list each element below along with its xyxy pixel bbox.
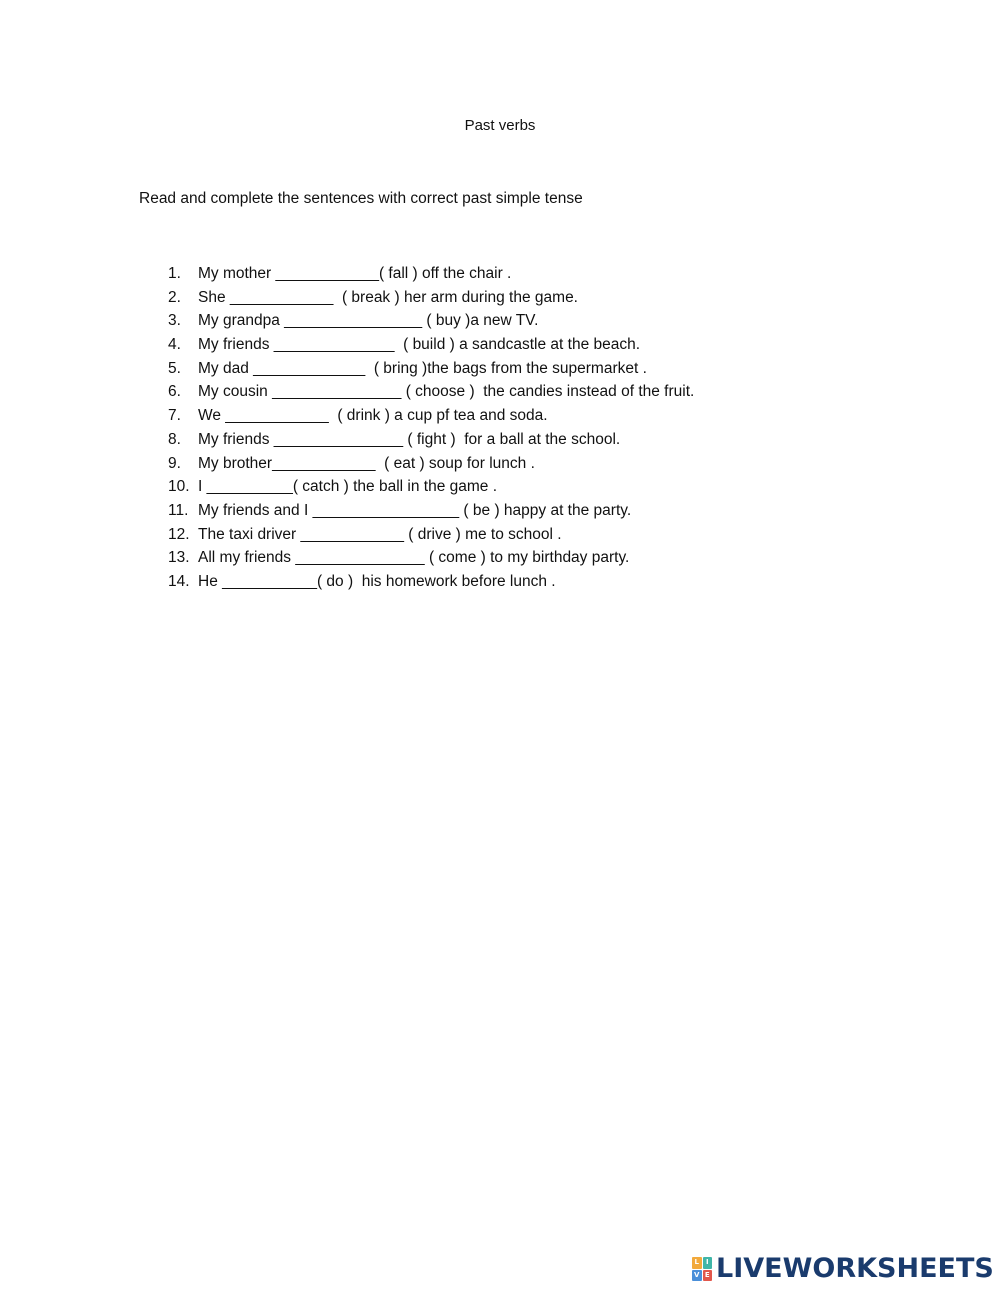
item-number: 6. [168, 383, 181, 401]
item-number: 13. [168, 549, 190, 567]
item-text: We ____________ ( drink ) a cup pf tea and soda. [198, 407, 548, 425]
item-number: 7. [168, 407, 181, 425]
item-number: 2. [168, 288, 181, 306]
list-item [168, 570, 694, 594]
item-text: My brother____________ ( eat ) soup for lunch . [198, 454, 535, 472]
list-item [168, 475, 694, 499]
list-item [168, 380, 694, 404]
logo-icon-tile: L [692, 1257, 702, 1269]
list-item [168, 499, 694, 523]
item-text: All my friends _______________ ( come ) to my birthday party. [198, 549, 630, 567]
item-number: 5. [168, 359, 181, 377]
item-number: 12. [168, 525, 190, 543]
item-text: My friends _______________ ( fight ) for a ball at the school. [198, 430, 621, 448]
list-item [168, 452, 694, 476]
item-text: She ____________ ( break ) her arm during the game. [198, 288, 578, 306]
item-text: He ___________( do ) his homework before lunch . [198, 572, 556, 590]
liveworksheets-logo-icon [692, 1257, 712, 1281]
item-text: My friends ______________ ( build ) a sandcastle at the beach. [198, 336, 641, 354]
worksheet-instruction: Read and complete the sentences with correct past simple tense [139, 190, 583, 207]
liveworksheets-logo [692, 1253, 994, 1284]
logo-icon-tile: E [703, 1270, 713, 1282]
item-number: 1. [168, 265, 181, 282]
item-number: 4. [168, 336, 181, 354]
item-text: My grandpa ________________ ( buy )a new TV. [198, 312, 539, 330]
item-text: My mother ____________( fall ) off the chair . [198, 265, 512, 282]
worksheet-title: Past verbs [464, 117, 536, 134]
item-text: My dad _____________ ( bring )the bags from the supermarket . [198, 359, 647, 377]
list-item [168, 309, 694, 333]
list-item [168, 404, 694, 428]
logo-icon-tile: V [692, 1270, 702, 1282]
list-item [168, 546, 694, 570]
item-number: 9. [168, 454, 181, 472]
list-item [168, 286, 694, 310]
item-text: My friends and I _________________ ( be ) happy at the party. [198, 501, 632, 519]
item-text: My cousin _______________ ( choose ) the candies instead of the fruit. [198, 383, 695, 401]
item-text: The taxi driver ____________ ( drive ) me to school . [198, 525, 562, 543]
list-item [168, 333, 694, 357]
exercise-list [168, 262, 694, 594]
item-number: 8. [168, 430, 181, 448]
logo-icon-tile: I [703, 1257, 713, 1269]
list-item [168, 357, 694, 381]
list-item [168, 428, 694, 452]
liveworksheets-logo-text: LIVEWORKSHEETS [716, 1253, 994, 1284]
item-number: 3. [168, 312, 181, 330]
item-number: 11. [168, 501, 189, 519]
list-item [168, 523, 694, 547]
item-text: I __________( catch ) the ball in the game . [198, 478, 498, 496]
item-number: 10. [168, 478, 190, 496]
list-item [168, 262, 694, 286]
item-number: 14. [168, 572, 190, 590]
